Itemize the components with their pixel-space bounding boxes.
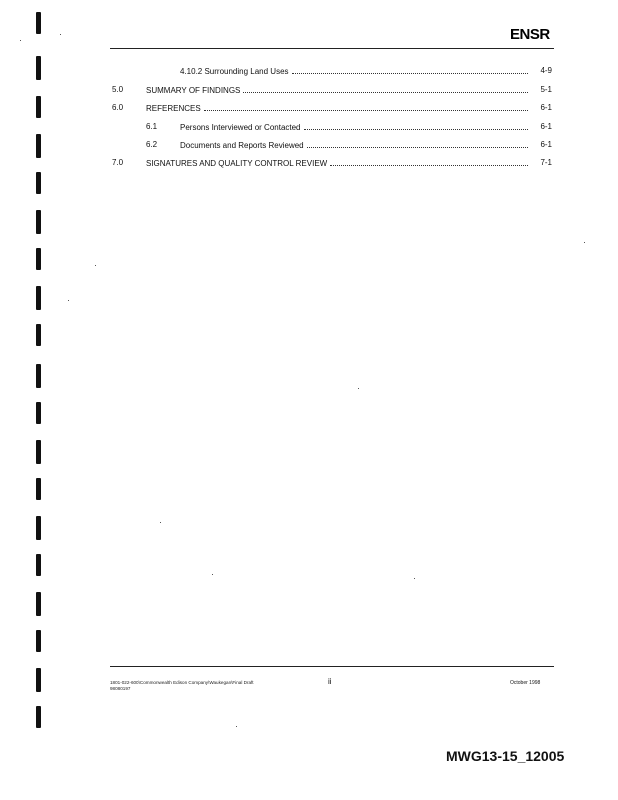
footer-date: October 1998 [510, 680, 541, 686]
toc-entry-title: SIGNATURES AND QUALITY CONTROL REVIEW [146, 159, 328, 168]
toc-entry-page: 6-1 [540, 140, 552, 149]
toc-entry[interactable] [0, 102, 560, 114]
toc-entry[interactable] [0, 84, 560, 96]
footer-path-code: 98080197 [110, 686, 131, 691]
toc-dot-leader [292, 65, 528, 74]
toc-entry-page: 6-1 [540, 122, 552, 131]
toc-entry-number: 5.0 [112, 85, 124, 94]
toc-entry-number: 6.2 [146, 140, 158, 149]
toc-entry-page: 4-9 [540, 66, 552, 75]
toc-entry-number: 6.0 [112, 103, 124, 112]
toc-entry-number: 6.1 [146, 122, 158, 131]
toc-entry-title: REFERENCES [146, 104, 201, 113]
toc-entry-page: 6-1 [540, 103, 552, 112]
toc-entry[interactable] [0, 157, 560, 169]
toc-entry-title: Documents and Reports Reviewed [180, 141, 304, 150]
toc-dot-leader [243, 84, 528, 93]
footer-page-number: ii [328, 677, 332, 686]
company-logo: ENSR [510, 26, 550, 43]
footer-path-line: 1801-022-600\Commonwealth Edison Company\Waukegan\Final Draft [110, 680, 254, 685]
toc-entry-title: Persons Interviewed or Contacted [180, 123, 301, 132]
header-rule [110, 48, 554, 49]
toc-entry-page: 5-1 [540, 85, 552, 94]
footer-rule [110, 666, 554, 667]
toc-entry-title: 4.10.2 Surrounding Land Uses [180, 67, 289, 76]
toc-entry[interactable] [0, 121, 560, 133]
toc-dot-leader [204, 102, 528, 111]
document-id: MWG13-15_12005 [446, 748, 565, 764]
toc-entry[interactable] [0, 139, 560, 151]
toc-entry[interactable] [0, 65, 560, 77]
toc-entry-number: 7.0 [112, 158, 124, 167]
toc-entry-page: 7-1 [540, 158, 552, 167]
toc-dot-leader [330, 157, 528, 166]
toc-entry-title: SUMMARY OF FINDINGS [146, 86, 241, 95]
toc-dot-leader [304, 121, 528, 130]
toc-dot-leader [307, 139, 528, 148]
footer-file-path [110, 680, 310, 692]
